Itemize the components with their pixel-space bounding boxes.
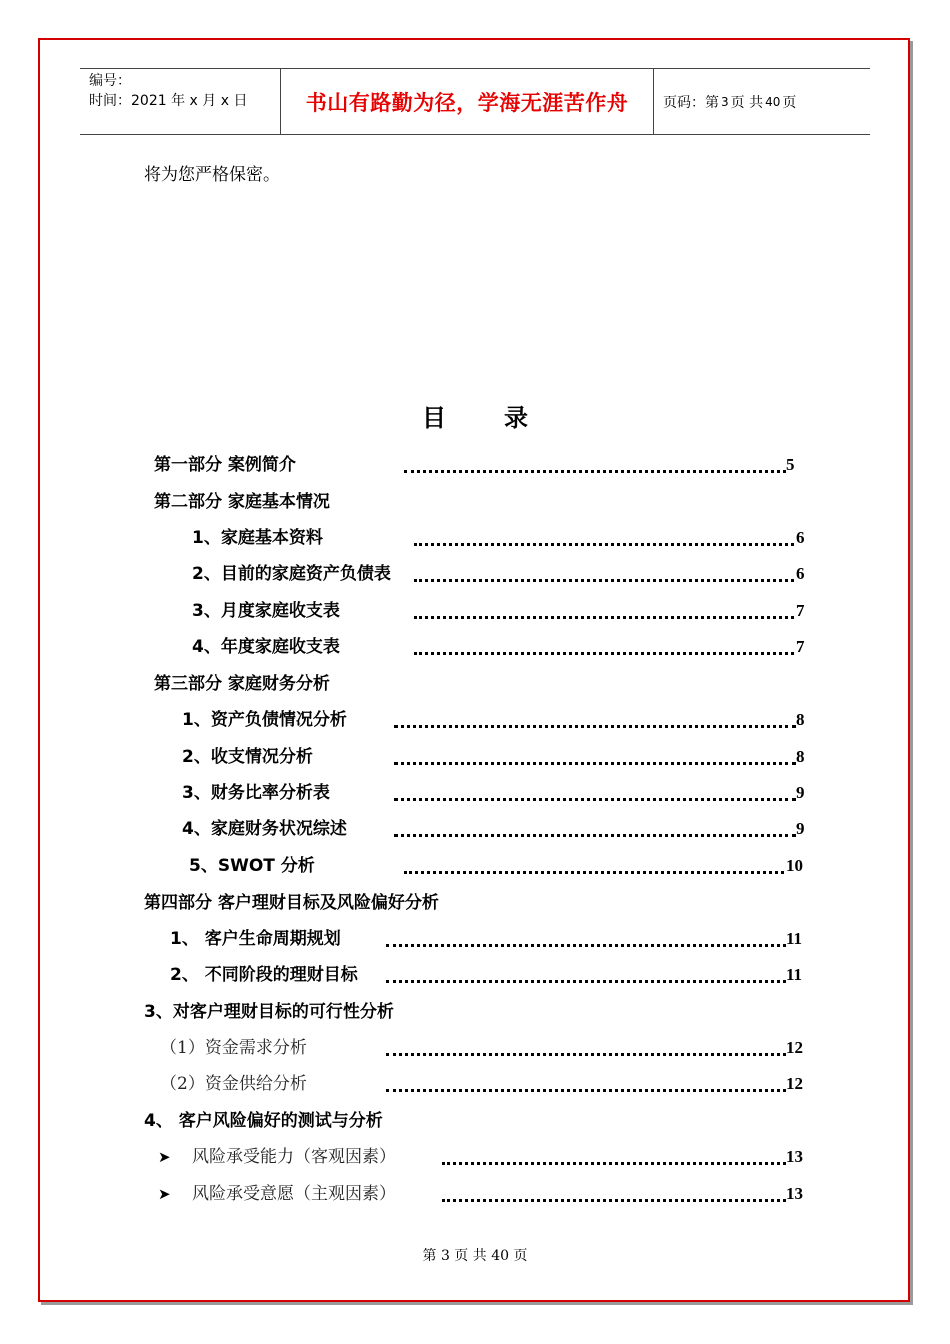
dot-leader [442,1140,786,1165]
page-total: 40 [765,94,781,109]
toc-entry-label: 3、财务比率分析表 [182,783,330,803]
toc-entry[interactable] [192,600,805,622]
page-header [80,68,870,135]
toc-section[interactable] [154,491,330,513]
toc-entry[interactable] [170,964,803,986]
dot-leader [394,776,796,801]
toc-entry-label: 4、 客户风险偏好的测试与分析 [144,1111,383,1131]
toc-entry[interactable] [182,746,805,768]
toc-entry[interactable] [154,454,795,476]
toc-section[interactable] [144,892,439,914]
toc-title-char-2: 录 [504,403,528,432]
toc-entry[interactable] [158,1146,803,1168]
toc-entry[interactable] [170,928,803,950]
dot-leader [394,812,796,837]
dot-leader [404,448,786,473]
toc-entry-page: 13 [786,1184,803,1203]
toc-entry[interactable] [192,527,805,549]
toc-entry-page: 13 [786,1147,803,1166]
toc-entry-label: 第一部分 案例简介 [154,455,296,475]
toc-entry-label: 1、 客户生命周期规划 [170,929,341,949]
header-page-info [654,69,870,134]
toc-entry-page: 6 [796,564,805,583]
toc-entry-page: 12 [786,1074,803,1093]
toc-entry-label: 3、月度家庭收支表 [192,601,340,621]
toc-title-char-1: 目 [422,403,446,432]
header-left-cell [80,69,281,134]
toc-entry[interactable] [182,818,805,840]
toc-entry-label: 2、收支情况分析 [182,747,313,767]
toc-entry-label: 风险承受意愿（主观因素） [192,1184,396,1204]
toc-entry-label: （2）资金供给分析 [160,1074,307,1094]
toc-entry-label: 3、对客户理财目标的可行性分析 [144,1002,394,1022]
toc-entry[interactable] [182,782,805,804]
toc-entry-page: 7 [796,601,805,620]
arrow-bullet-icon: ➤ [158,1185,171,1203]
toc-entry-label: 第三部分 家庭财务分析 [154,674,330,694]
dot-leader [394,703,796,728]
page-footer: 第 3 页 共 40 页 [422,1248,528,1264]
toc-entry-page: 6 [796,528,805,547]
toc-title [0,398,950,433]
dot-leader [394,740,796,765]
toc-entry-label: 2、 不同阶段的理财目标 [170,965,358,985]
dot-leader [414,630,794,655]
toc-entry-label: 第二部分 家庭基本情况 [154,492,330,512]
toc-entry-page: 9 [796,819,805,838]
toc-section[interactable] [154,673,330,695]
dot-leader [386,1067,786,1092]
toc-section[interactable] [144,1110,383,1132]
dot-leader [414,594,794,619]
toc-entry-label: 1、资产负债情况分析 [182,710,347,730]
page-mid: 页 共 [730,94,764,111]
toc-entry-page: 8 [796,747,805,766]
toc-entry-page: 5 [786,455,795,474]
toc-entry-page: 11 [786,929,803,948]
dot-leader [414,521,794,546]
toc-section[interactable] [144,1001,394,1023]
time-label: 时间：2021 年 x 月 x 日 [89,93,248,109]
page-current: 3 [721,94,729,109]
toc-entry-label: 4、年度家庭收支表 [192,637,340,657]
toc-entry-label: 4、家庭财务状况综述 [182,819,347,839]
toc-entry[interactable] [158,1183,803,1205]
page-prefix: 页码：第 [663,94,719,111]
body-paragraph: 将为您严格保密。 [144,165,280,185]
toc-entry[interactable] [160,1037,803,1059]
toc-entry-page: 12 [786,1038,803,1057]
toc-entry-label: （1）资金需求分析 [160,1038,307,1058]
toc-entry[interactable] [192,636,805,658]
toc-entry[interactable] [182,709,805,731]
toc-entry[interactable] [189,855,803,877]
dot-leader [386,958,786,983]
dot-leader [404,849,784,874]
dot-leader [386,1031,786,1056]
toc-entry-page: 8 [796,710,805,729]
toc-entry-page: 10 [786,856,803,875]
toc-entry-label: 风险承受能力（客观因素） [192,1147,396,1167]
toc-entry-label: 2、目前的家庭资产负债表 [192,564,391,584]
toc-entry[interactable] [192,563,805,585]
toc-entry-label: 第四部分 客户理财目标及风险偏好分析 [144,893,439,913]
dot-leader [414,557,794,582]
dot-leader [442,1177,786,1202]
toc-entry-page: 11 [786,965,803,984]
toc-entry-page: 9 [796,783,805,802]
header-motto: 书山有路勤为径，学海无涯苦作舟 [281,69,654,134]
toc-entry-page: 7 [796,637,805,656]
toc-entry[interactable] [160,1073,803,1095]
toc-entry-label: 5、SWOT 分析 [189,856,315,876]
arrow-bullet-icon: ➤ [158,1148,171,1166]
dot-leader [386,922,786,947]
toc-entry-label: 1、家庭基本资料 [192,528,323,548]
page-suffix: 页 [782,94,797,111]
id-label: 编号： [89,73,131,89]
